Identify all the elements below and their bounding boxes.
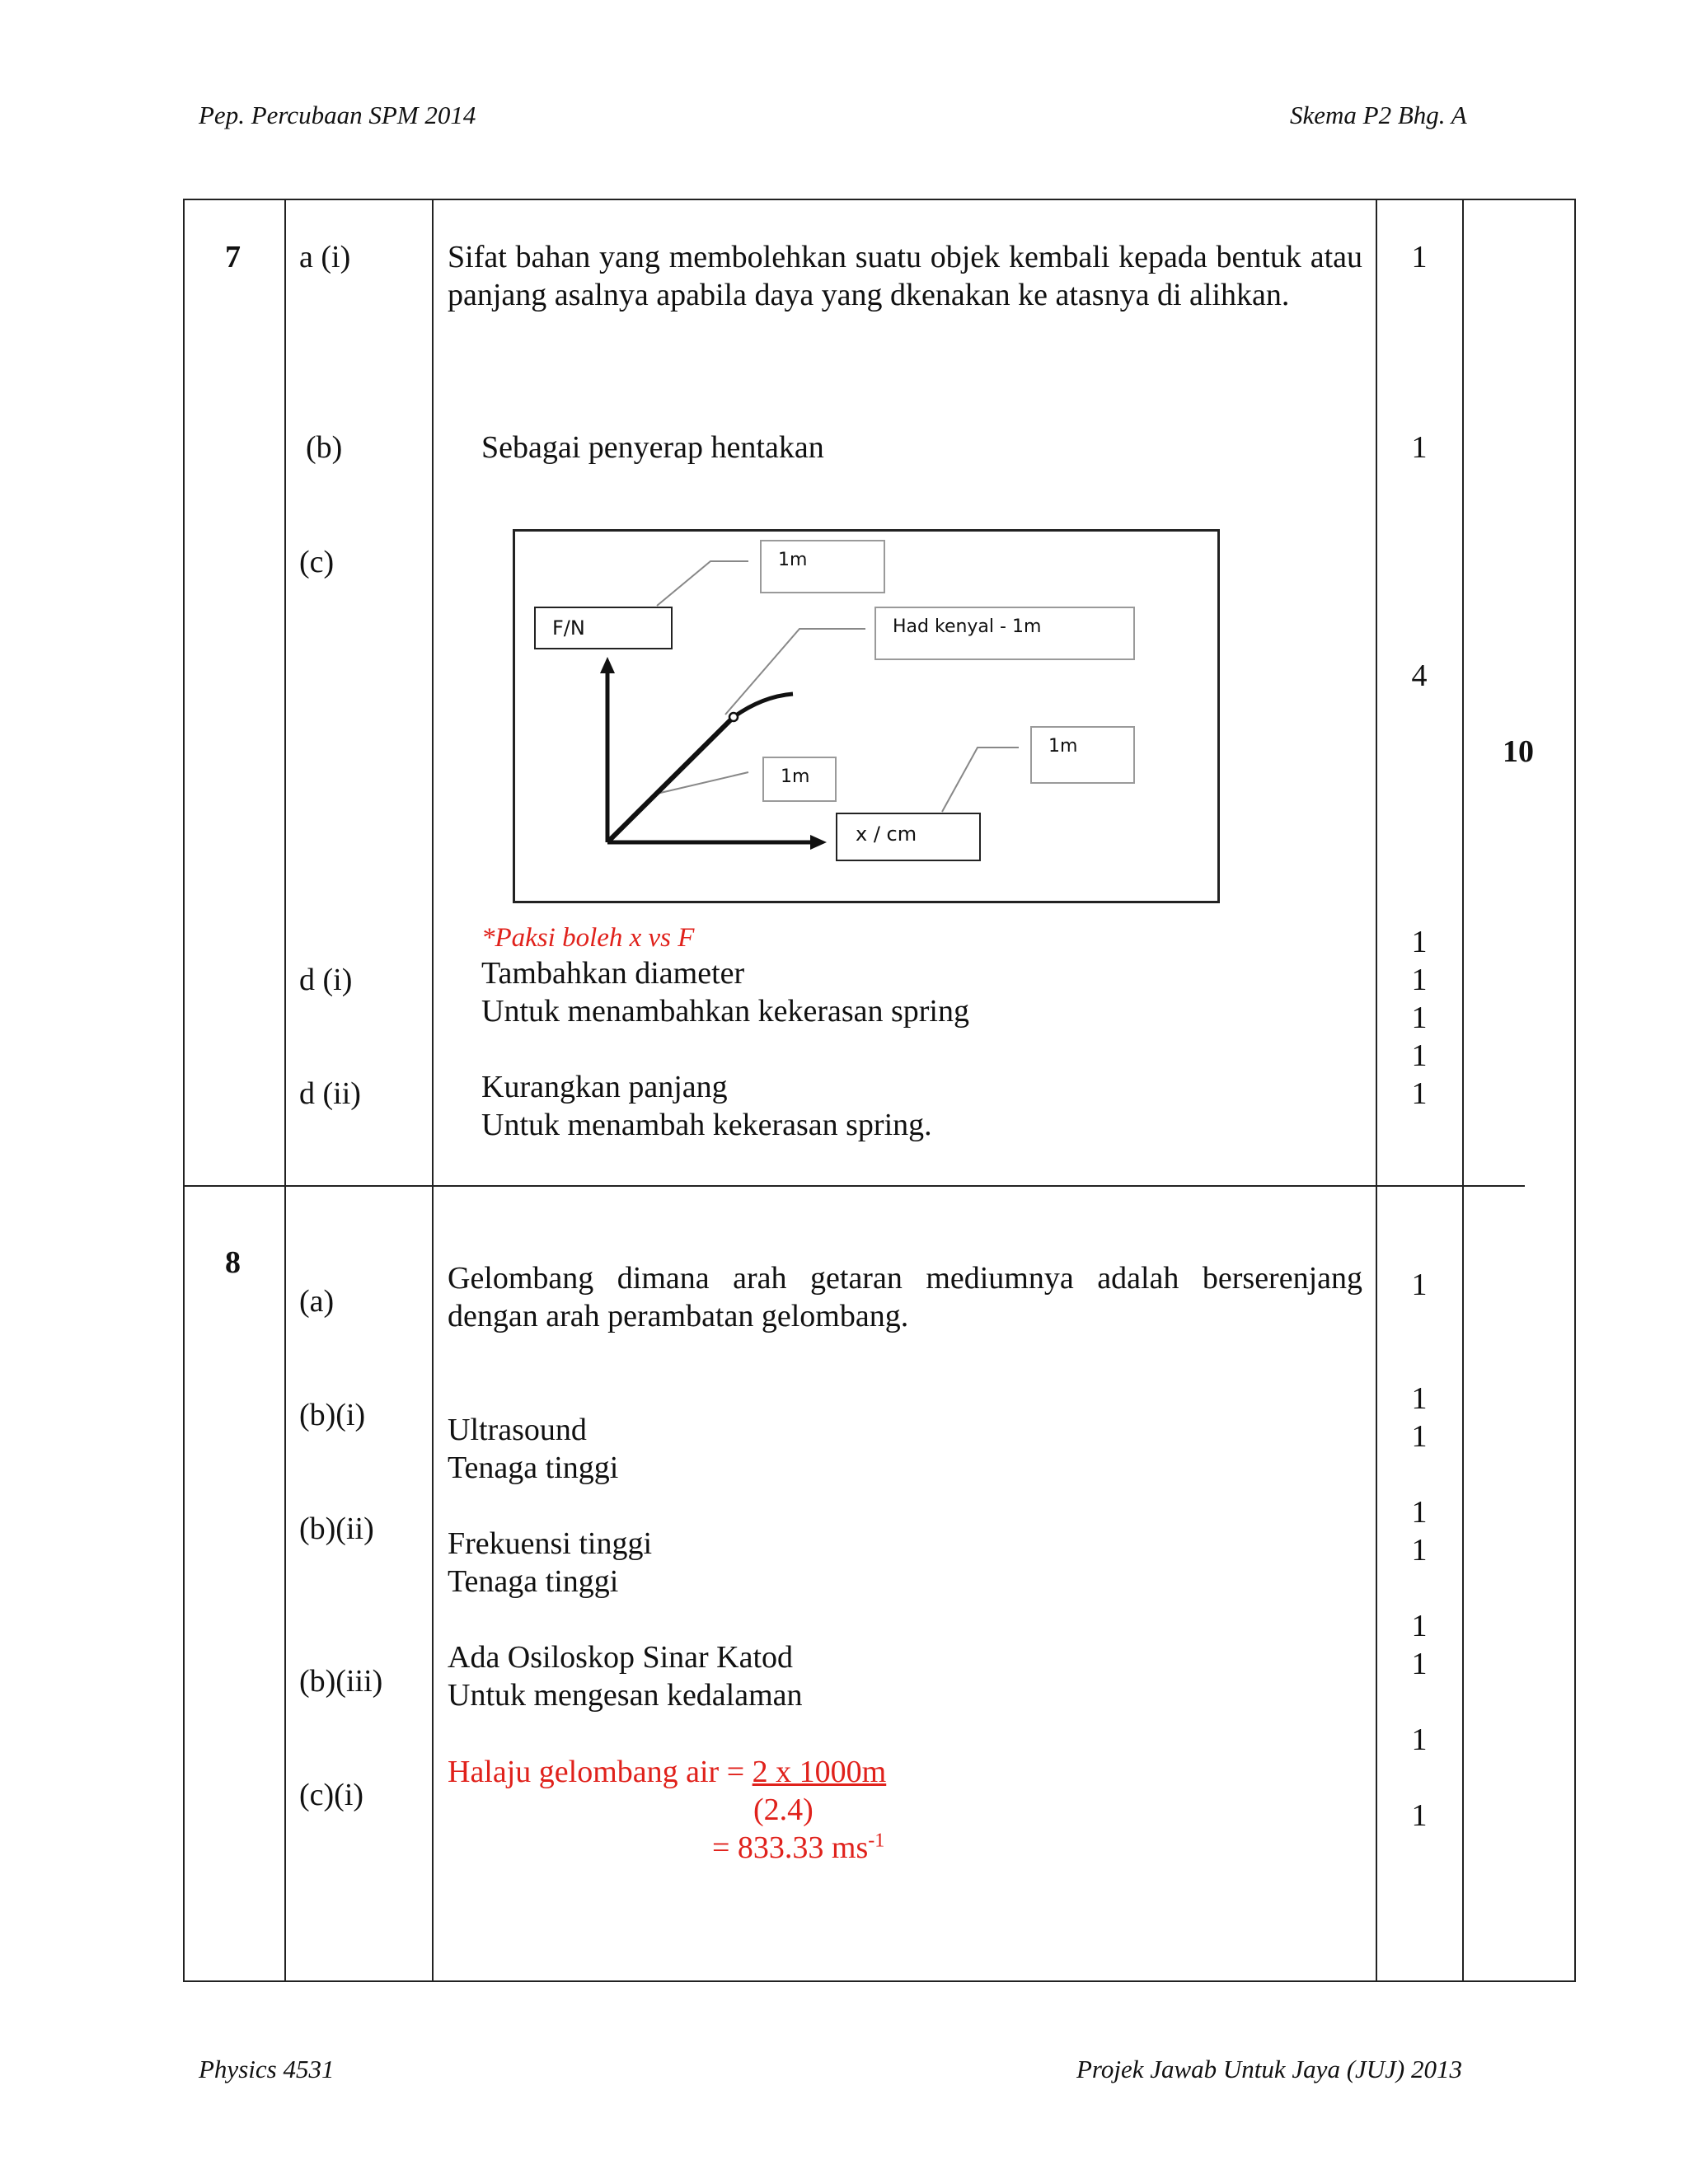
formula-numerator: 2 x 1000m (752, 1755, 887, 1789)
mark-7b: 1 (1411, 430, 1428, 465)
answer-8biii-line1: Ada Osiloskop Sinar Katod (448, 1640, 794, 1675)
formula-prefix: Halaju gelombang air = (448, 1755, 753, 1789)
axis-note: *Paksi boleh x vs F (481, 923, 695, 953)
row-divider (183, 1185, 1525, 1187)
column-divider-part (284, 199, 286, 1982)
mark-box-elastic-limit: Had kenyal - 1m (874, 607, 1135, 660)
part-label-8bi: (b)(i) (299, 1398, 366, 1432)
result-exponent: -1 (868, 1830, 885, 1852)
answer-8bii-line2: Tenaga tinggi (448, 1564, 619, 1599)
answer-7b: Sebagai penyerap hentakan (481, 430, 824, 465)
question-number-8: 8 (225, 1245, 241, 1280)
answer-7dii-line2: Untuk menambah kekerasan spring. (481, 1108, 932, 1142)
answer-8ci-formula (448, 1753, 886, 1791)
mark-box-x-axis: 1m (1030, 726, 1135, 784)
column-divider-answer (432, 199, 434, 1982)
mark-8bi-2: 1 (1411, 1419, 1428, 1454)
total-marks: 10 (1503, 734, 1534, 769)
column-divider-total (1462, 199, 1464, 1982)
part-label-8ci: (c)(i) (299, 1778, 364, 1812)
x-axis-arrow (810, 835, 827, 850)
header-left: Pep. Percubaan SPM 2014 (199, 101, 476, 129)
mark-8bi-1: 1 (1411, 1381, 1428, 1416)
y-axis-arrow (600, 657, 615, 673)
result-value: = 833.33 ms (712, 1830, 869, 1865)
force-extension-graph (513, 529, 1220, 903)
mark-8ci-2: 1 (1411, 1798, 1428, 1833)
footer-right: Projek Jawab Untuk Jaya (JUJ) 2013 (1076, 2055, 1462, 2083)
part-label-7a: a (i) (299, 240, 351, 274)
mark-7dii-1: 1 (1411, 1038, 1428, 1073)
mark-7c: 4 (1411, 658, 1428, 693)
mark-8biii-2: 1 (1411, 1647, 1428, 1681)
part-label-7dii: d (ii) (299, 1076, 361, 1111)
answer-8bi-line2: Tenaga tinggi (448, 1451, 619, 1485)
part-label-8biii: (b)(iii) (299, 1664, 383, 1699)
answer-8bi-line1: Ultrasound (448, 1413, 587, 1447)
mark-8ci-1: 1 (1411, 1722, 1428, 1757)
question-number-7: 7 (225, 240, 241, 274)
answer-7dii-line1: Kurangkan panjang (481, 1070, 728, 1104)
mark-8bii-2: 1 (1411, 1533, 1428, 1568)
answer-8biii-line2: Untuk mengesan kedalaman (448, 1678, 803, 1713)
leader-elastic-limit (725, 629, 865, 715)
mark-8bii-1: 1 (1411, 1495, 1428, 1530)
mark-7dii-2: 1 (1411, 1076, 1428, 1111)
answer-table (183, 199, 1576, 1982)
column-divider-mark (1376, 199, 1377, 1982)
part-label-7di: d (i) (299, 963, 353, 997)
x-axis-label: x / cm (836, 813, 981, 861)
part-label-7c: (c) (299, 545, 335, 579)
formula-denominator: (2.4) (753, 1793, 814, 1827)
curved-region (734, 694, 793, 717)
leader-y-label (657, 561, 748, 606)
footer-left: Physics 4531 (199, 2055, 335, 2083)
header-right: Skema P2 Bhg. A (1290, 101, 1467, 129)
mark-8a: 1 (1411, 1268, 1428, 1302)
answer-7a: Sifat bahan yang membolehkan suatu objek kembali kepada bentuk atau panjang asalnya apabila daya yang dkenakan ke atasnya di alihkan. (448, 240, 1362, 312)
answer-8a: Gelombang dimana arah getaran mediumnya adalah berserenjang dengan arah perambatan gelombang. (448, 1261, 1362, 1333)
elastic-limit-point (729, 713, 738, 721)
mark-7a: 1 (1411, 240, 1428, 274)
mark-7di-1: 1 (1411, 963, 1428, 997)
part-label-8bii: (b)(ii) (299, 1511, 374, 1546)
mark-7di-2: 1 (1411, 1001, 1428, 1035)
part-label-7b: (b) (306, 430, 343, 465)
answer-8bii-line1: Frekuensi tinggi (448, 1526, 653, 1561)
y-axis-label: F/N (534, 607, 673, 649)
mark-8biii-1: 1 (1411, 1609, 1428, 1643)
part-label-8a: (a) (299, 1284, 335, 1319)
answer-7di-line1: Tambahkan diameter (481, 956, 745, 991)
answer-7di-line2: Untuk menambahkan kekerasan spring (481, 994, 969, 1029)
mark-box-y-axis: 1m (760, 540, 885, 593)
answer-8ci-result (712, 1829, 884, 1867)
mark-box-linear: 1m (762, 757, 837, 802)
mark-7c-note: 1 (1411, 925, 1428, 959)
leader-x-label (942, 748, 1019, 812)
